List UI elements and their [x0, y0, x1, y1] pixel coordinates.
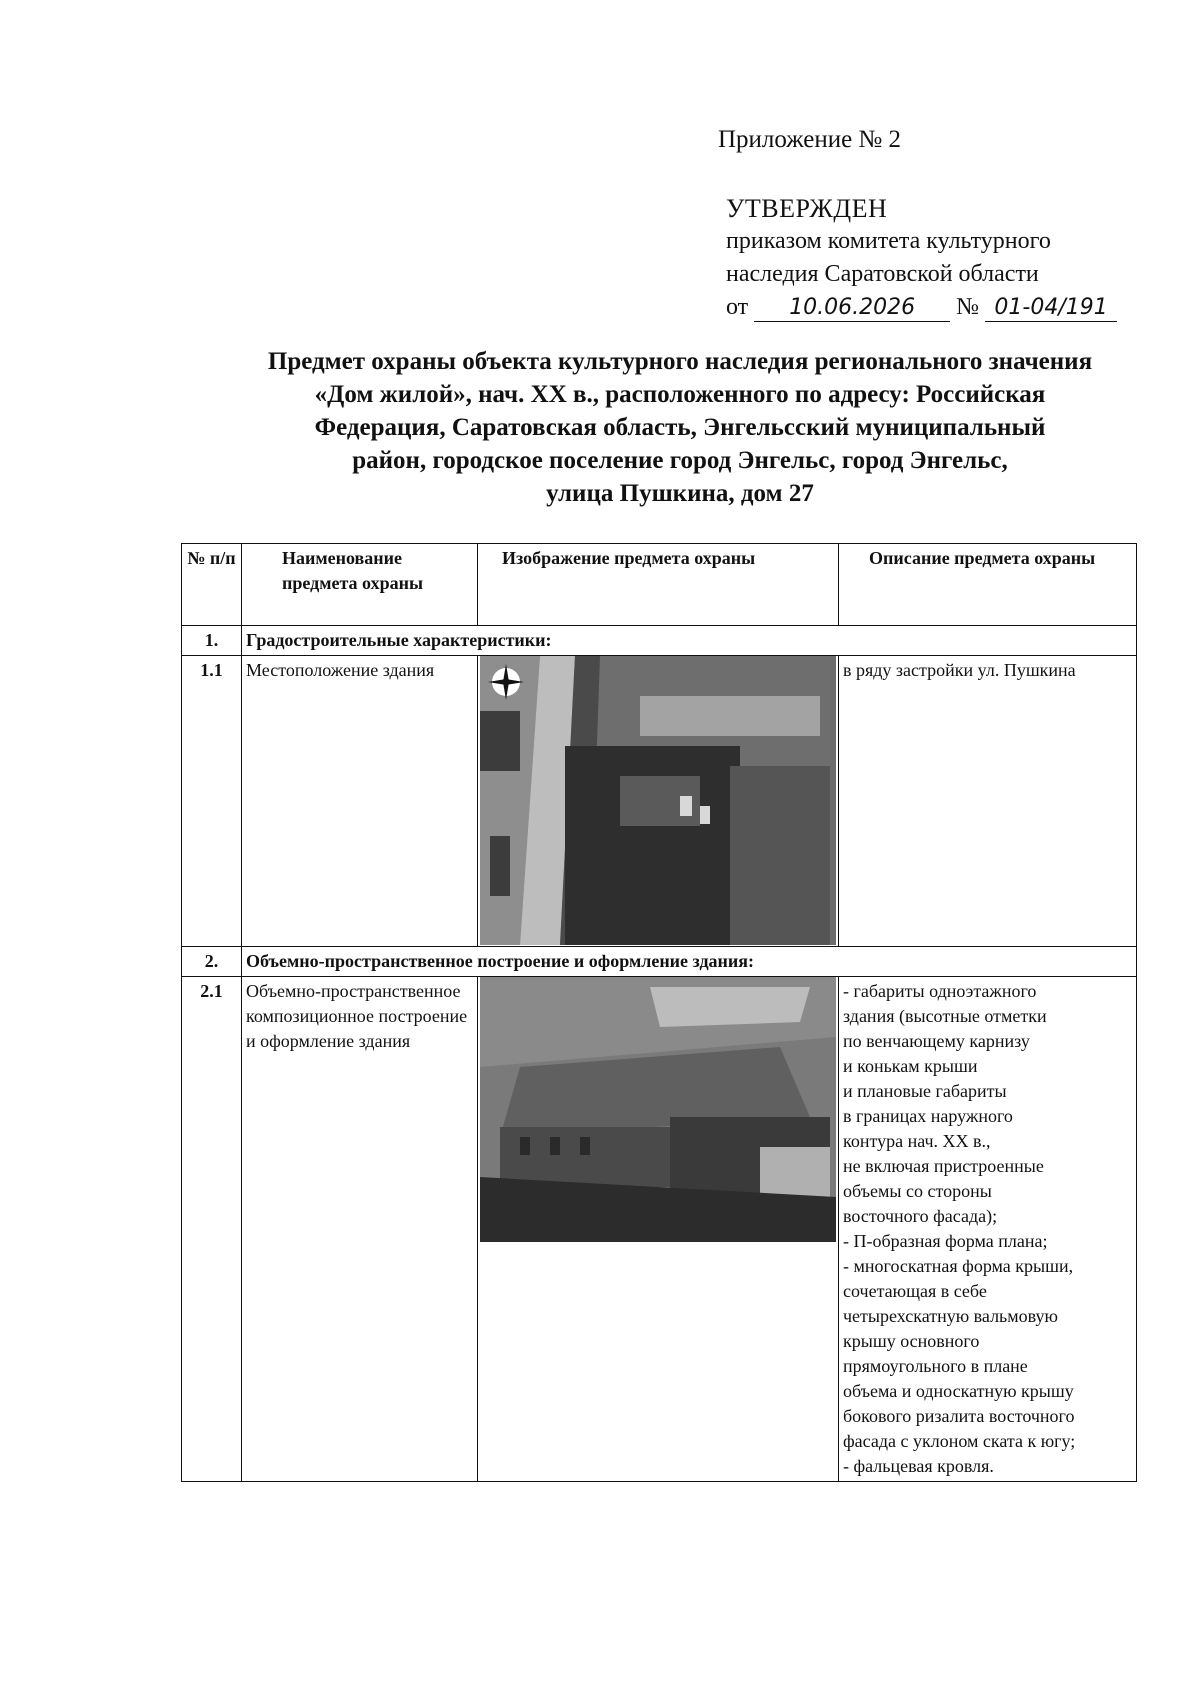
description-line: - фальцевая кровля.	[843, 1456, 994, 1476]
description-line: объема и односкатную крышу	[843, 1381, 1074, 1401]
section-2-title: Объемно-пространственное построение и оформление здания:	[242, 947, 1137, 977]
description-line: не включая пристроенные	[843, 1156, 1044, 1176]
description-line: объемы со стороны	[843, 1181, 992, 1201]
title-line-1: Предмет охраны объекта культурного наследия регионального значения	[267, 348, 1093, 375]
description-line: и конькам крыши	[843, 1056, 978, 1076]
approved-label: УТВЕРЖДЕН	[726, 194, 888, 223]
building-photo	[478, 977, 838, 1242]
description-line: и плановые габариты	[843, 1081, 1007, 1101]
header-image: Изображение предмета охраны	[478, 544, 839, 626]
section-1-num: 1.	[182, 626, 242, 656]
order-date-number-line	[726, 291, 1117, 324]
row-1-1-num: 1.1	[182, 656, 242, 947]
document-title	[180, 345, 1180, 510]
description-line: восточного фасада);	[843, 1206, 998, 1226]
approval-block	[726, 192, 1117, 324]
header-num: № п/п	[182, 544, 242, 626]
row-1-1-name: Местоположение здания	[242, 656, 478, 947]
row-1-1-description: в ряду застройки ул. Пушкина	[839, 656, 1137, 947]
description-line: прямоугольного в плане	[843, 1356, 1028, 1376]
description-line: - многоскатная форма крыши,	[843, 1256, 1074, 1276]
from-label: от	[726, 294, 749, 320]
section-2-num: 2.	[182, 947, 242, 977]
title-line-4: район, городское поселение город Энгельс, город Энгельс,	[352, 447, 1008, 474]
row-2-1-num: 2.1	[182, 977, 242, 1482]
description-line: в границах наружного	[843, 1106, 1013, 1126]
description-line: крышу основного	[843, 1331, 980, 1351]
description-line: фасада с уклоном ската к югу;	[843, 1431, 1076, 1451]
title-line-3: Федерация, Саратовская область, Энгельсский муниципальный	[314, 414, 1046, 441]
description-line: бокового ризалита восточного	[843, 1406, 1075, 1426]
order-number: 01-04/191	[985, 295, 1117, 322]
section-2-row	[182, 947, 1137, 977]
aerial-map-image	[478, 656, 838, 945]
order-date: 10.06.2026	[754, 295, 950, 322]
header-name: Наименование предмета охраны	[242, 544, 478, 626]
row-2-1-image-cell	[478, 977, 839, 1482]
title-line-2: «Дом жилой», нач. XX в., расположенного по адресу: Российская	[314, 381, 1046, 408]
table-row-2-1	[182, 977, 1137, 1482]
description-line: здания (высотные отметки	[843, 1006, 1047, 1026]
protection-subject-table	[181, 543, 1137, 1482]
table-row-1-1	[182, 656, 1137, 947]
description-line: сочетающая в себе	[843, 1281, 987, 1301]
description-line: контура нач. XX в.,	[843, 1131, 991, 1151]
number-label: №	[956, 294, 980, 320]
row-1-1-image-cell	[478, 656, 839, 947]
row-2-1-name: Объемно-пространственное композиционное построение и оформление здания	[242, 977, 478, 1482]
row-2-1-description	[839, 977, 1137, 1482]
order-line-2: наследия Саратовской области	[726, 261, 1039, 287]
section-1-title: Градостроительные характеристики:	[242, 626, 1137, 656]
table-header-row	[182, 544, 1137, 626]
description-line: четырехскатную вальмовую	[843, 1306, 1058, 1326]
appendix-label: Приложение № 2	[718, 126, 902, 153]
description-line: - габариты одноэтажного	[843, 981, 1037, 1001]
description-line: по венчающему карнизу	[843, 1031, 1030, 1051]
title-line-5: улица Пушкина, дом 27	[546, 480, 814, 507]
order-line-1: приказом комитета культурного	[726, 228, 1051, 254]
description-line: - П-образная форма плана;	[843, 1231, 1048, 1251]
header-description: Описание предмета охраны	[839, 544, 1137, 626]
section-1-row	[182, 626, 1137, 656]
